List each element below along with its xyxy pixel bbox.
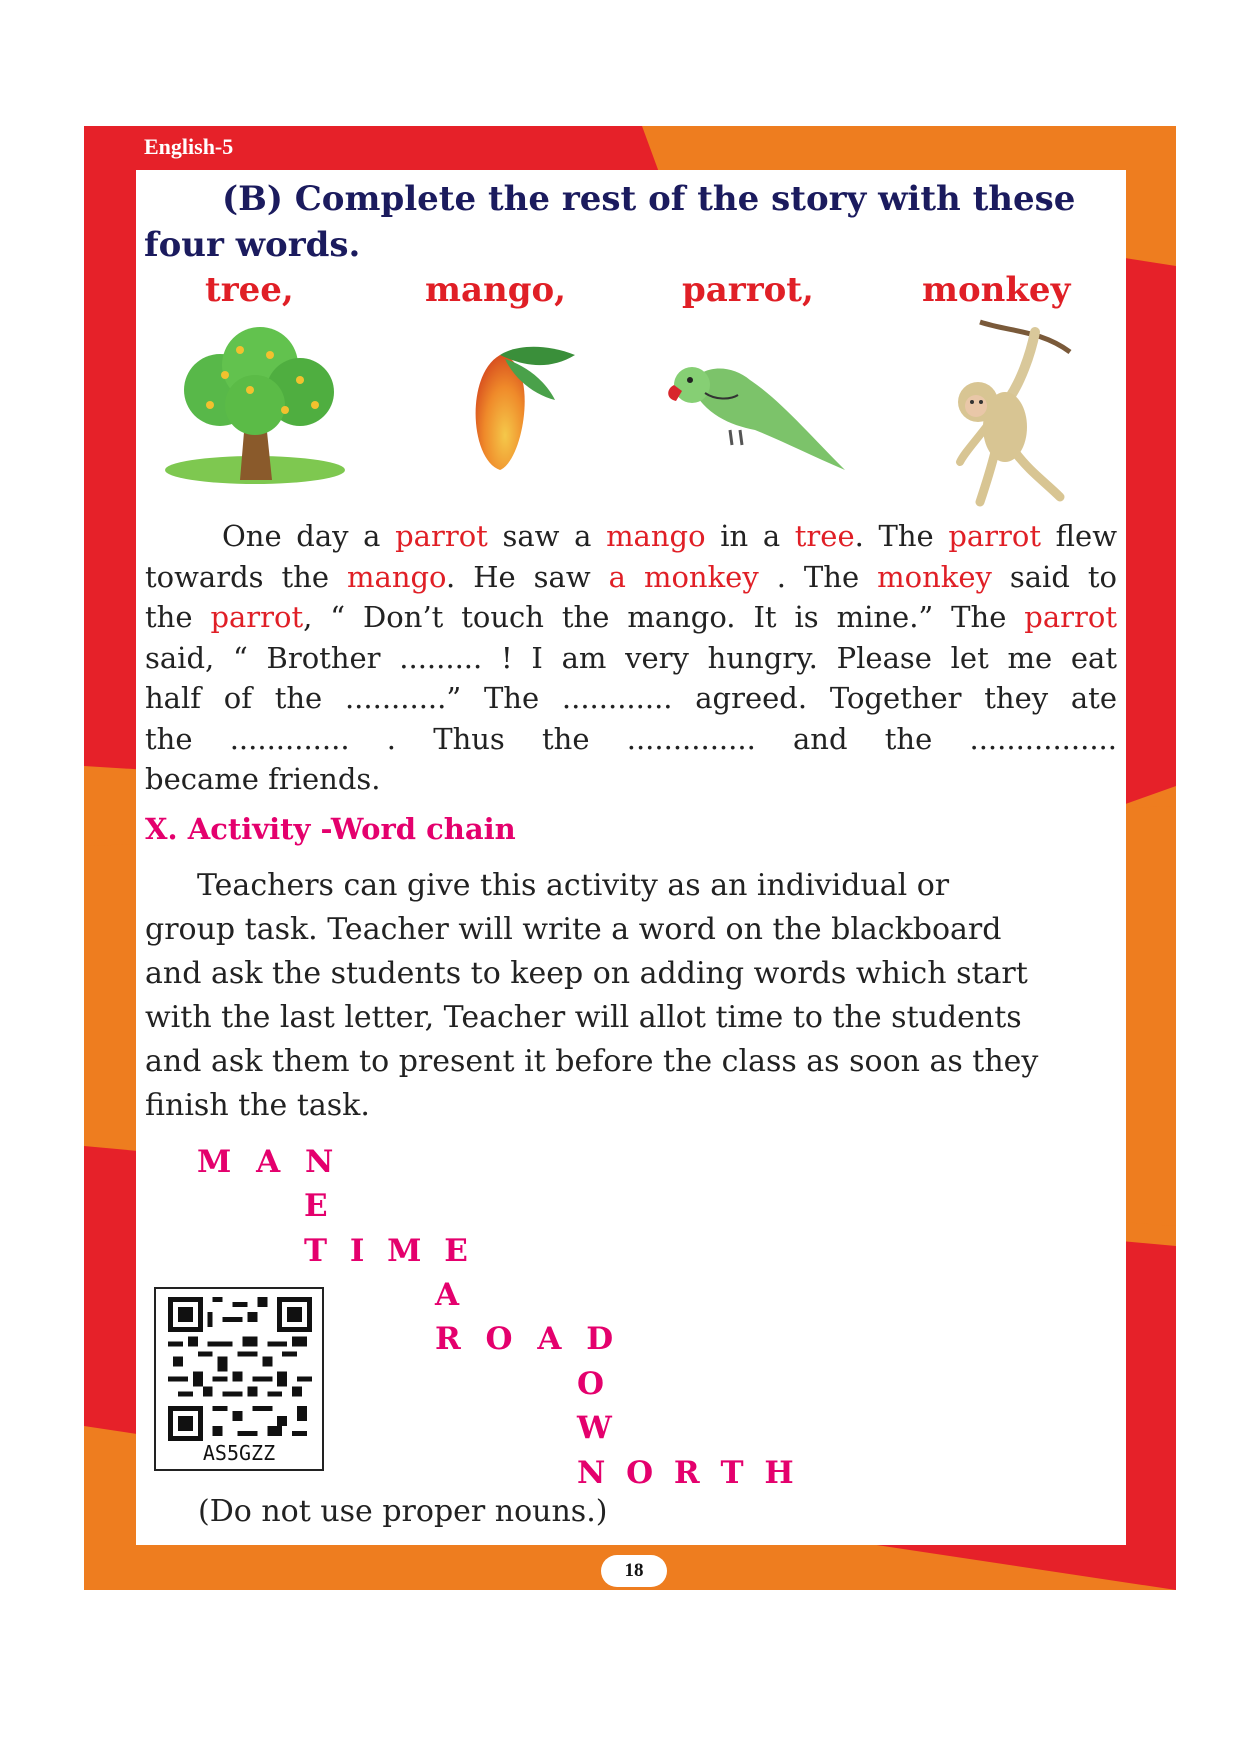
tree-picture [160, 320, 350, 490]
chain-letter-e: E [304, 1188, 328, 1224]
word-parrot: parrot, [682, 270, 814, 310]
activity-line: and ask the students to keep on adding words which start [145, 956, 1028, 991]
section-b-heading [144, 176, 1124, 268]
story-text: , “ Don’t touch the mango. It is mine.” The [303, 600, 1025, 634]
chain-man: M A N [197, 1144, 334, 1180]
story-word: tree [794, 519, 855, 553]
story-paragraph [145, 516, 1117, 800]
story-word: parrot [1024, 600, 1117, 634]
activity-title: X. Activity -Word chain [145, 812, 516, 846]
qr-code-pattern [168, 1297, 312, 1441]
story-line-7: became friends. [145, 762, 381, 796]
qr-code-label: AS5GZZ [202, 1441, 276, 1465]
story-line-5: half of the ...........” The ............ agreed. Together they ate [145, 681, 1117, 715]
page-number: 18 [601, 1555, 667, 1587]
mango-picture [445, 345, 585, 480]
activity-line: finish the task. [145, 1088, 370, 1123]
story-word: monkey [877, 559, 992, 594]
story-text: said to [991, 559, 1117, 594]
story-text: . The [854, 519, 949, 553]
monkey-picture [940, 312, 1080, 507]
story-word: mango [347, 559, 447, 594]
activity-line: group task. Teacher will write a word on the blackboard [145, 912, 1002, 947]
word-tree: tree, [205, 270, 294, 310]
story-text: . He saw [446, 559, 609, 594]
story-word: mango [606, 519, 706, 553]
story-line-1 [145, 516, 1117, 557]
story-word: parrot [210, 600, 304, 634]
chain-letter-a: A [435, 1277, 460, 1313]
activity-note: (Do not use proper nouns.) [198, 1494, 608, 1529]
heading-line-1: (B) Complete the rest of the story with these [222, 179, 1076, 219]
activity-line: and ask them to present it before the class as soon as they [145, 1044, 1039, 1079]
story-line-6: the ............. . Thus the .............. and the ................ [145, 721, 1117, 756]
word-monkey: monkey [922, 270, 1071, 310]
story-text: saw a [487, 519, 607, 553]
story-text: flew [1041, 519, 1118, 553]
story-text: towards the [145, 559, 348, 594]
activity-line: with the last letter, Teacher will allot time to the students [145, 1000, 1022, 1035]
story-word: parrot [395, 519, 488, 553]
story-text: in a [705, 519, 795, 553]
story-line-3 [145, 597, 1117, 638]
story-text: . The [758, 559, 878, 594]
chain-time: T I M E [304, 1233, 468, 1269]
qr-code[interactable] [154, 1287, 324, 1471]
story-text: One day a [222, 519, 396, 553]
activity-line: Teachers can give this activity as an individual or [197, 868, 950, 903]
word-mango: mango, [425, 270, 567, 310]
chain-letter-w: W [577, 1410, 612, 1446]
chain-letter-o: O [577, 1366, 605, 1402]
activity-text [145, 864, 1125, 1128]
story-line-4: said, “ Brother ......... ! I am very hungry. Please let me eat [145, 640, 1117, 675]
story-text: the [145, 600, 211, 634]
heading-line-2: four words. [144, 225, 361, 265]
chain-road: R O A D [435, 1321, 614, 1357]
book-label: English-5 [144, 134, 234, 159]
story-line-2 [145, 557, 1117, 598]
chain-north: N O R T H [577, 1455, 796, 1491]
story-word: parrot [948, 519, 1042, 553]
story-word: a monkey [608, 559, 759, 594]
parrot-picture [660, 355, 850, 475]
